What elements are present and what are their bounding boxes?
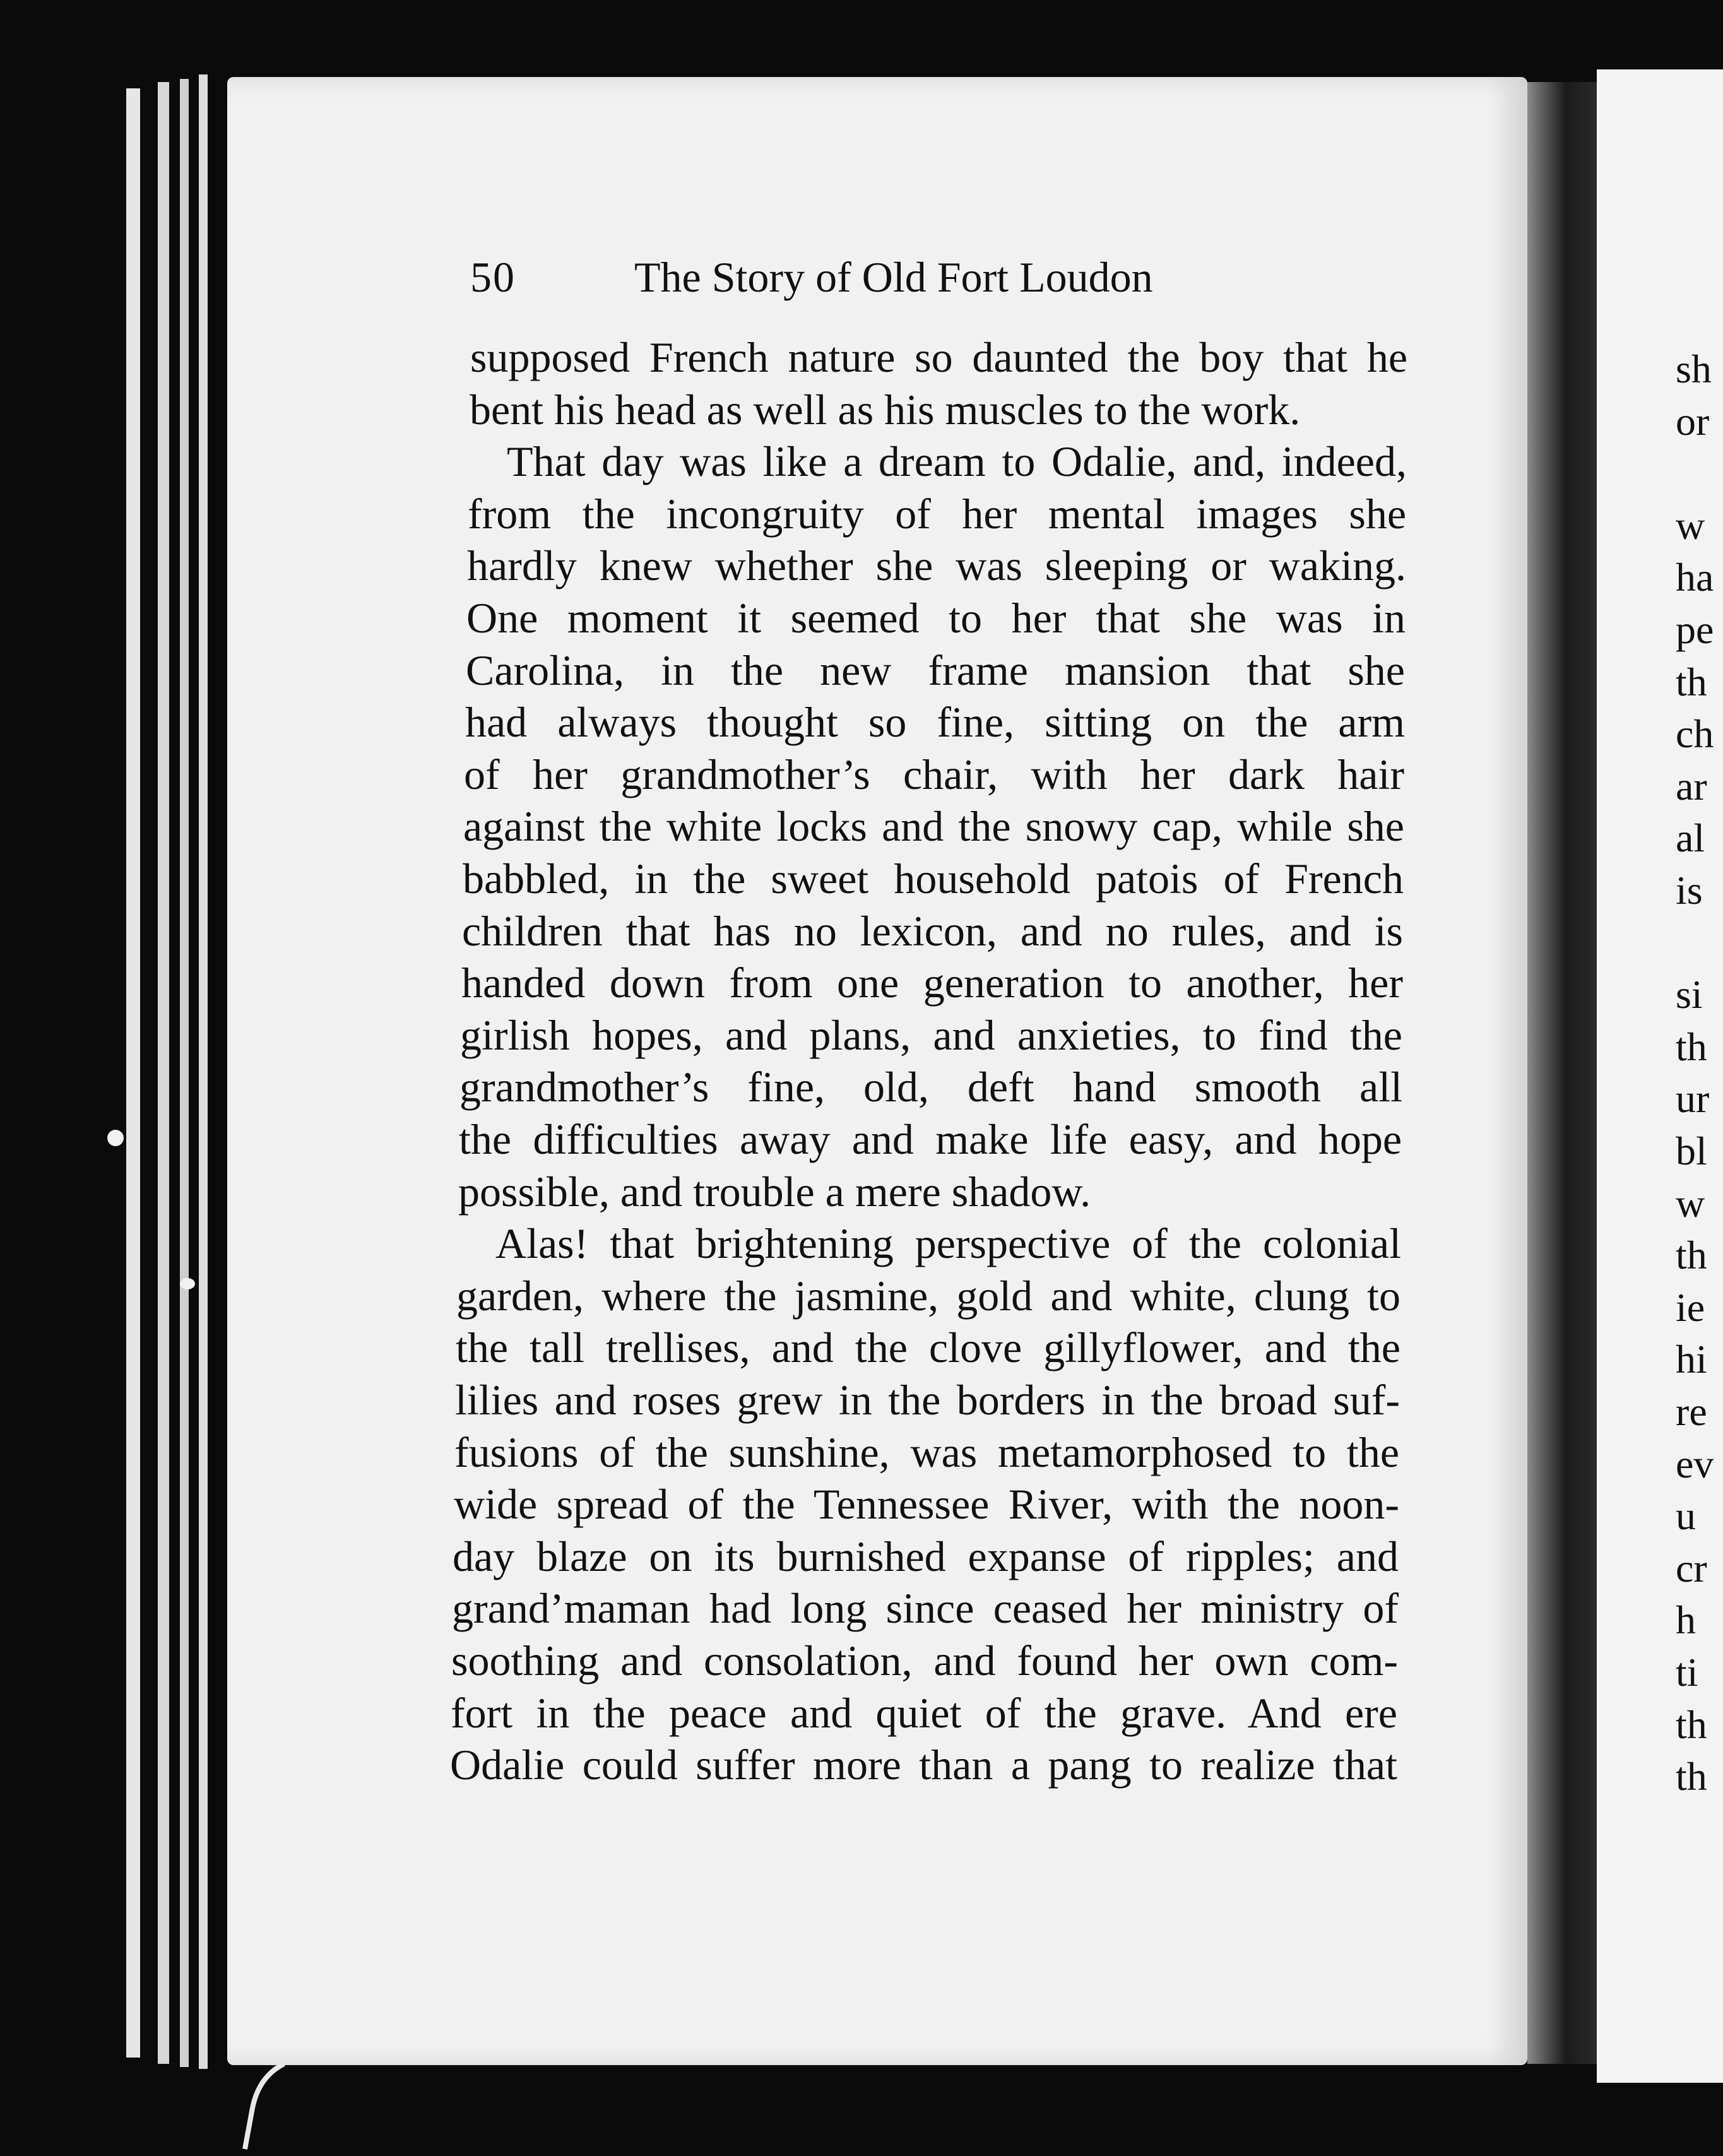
- page-edge: [158, 82, 169, 2064]
- scan-artifact: [107, 1130, 124, 1146]
- text-line: grandmother’s fine, old, deft hand smooth all: [459, 1063, 1402, 1111]
- facing-text-fragment: bl: [1676, 1128, 1707, 1173]
- text-line: babbled, in the sweet household patois of French: [463, 855, 1404, 903]
- text-line: garden, where the jasmine, gold and white, clung to: [456, 1272, 1400, 1320]
- text-line: day blaze on its burnished expanse of ripples; and: [453, 1532, 1399, 1580]
- page-edge: [180, 79, 189, 2067]
- text-line: against the white locks and the snowy cap, while she: [463, 802, 1404, 850]
- facing-text-fragment: or: [1676, 399, 1710, 444]
- text-line: children that has no lexicon, and no rules, and is: [462, 907, 1403, 955]
- text-line: handed down from one generation to another, her: [461, 959, 1403, 1007]
- text-line: Carolina, in the new frame mansion that she: [466, 646, 1405, 694]
- text-line: of her grandmother’s chair, with her dark hair: [464, 750, 1404, 798]
- text-line: That day was like a dream to Odalie, and, indeed,: [507, 437, 1407, 485]
- text-line: Odalie could suffer more than a pang to realize that: [450, 1741, 1397, 1789]
- facing-text-fragment: th: [1676, 1233, 1707, 1277]
- facing-text-fragment: ch: [1676, 711, 1714, 756]
- page-number: 50: [470, 253, 516, 301]
- text-line: supposed French nature so daunted the boy that he: [470, 333, 1407, 381]
- page-edge: [126, 88, 140, 2058]
- text-line: from the incongruity of her mental images she: [468, 490, 1406, 538]
- facing-text-fragment: ev: [1676, 1442, 1714, 1486]
- text-line: Alas! that brightening perspective of the colonial: [495, 1219, 1401, 1267]
- text-line: the difficulties away and make life easy, and hope: [459, 1115, 1402, 1163]
- facing-text-fragment: ti: [1676, 1650, 1698, 1695]
- page-edge: [199, 74, 208, 2069]
- scan-artifact: [234, 2058, 309, 2152]
- text-line: One moment it seemed to her that she was in: [466, 594, 1406, 642]
- facing-text-fragment: si: [1676, 972, 1703, 1017]
- facing-text-fragment: th: [1676, 1024, 1707, 1069]
- facing-text-fragment: cr: [1676, 1546, 1707, 1590]
- facing-text-fragment: w: [1676, 503, 1705, 548]
- text-line: fort in the peace and quiet of the grave. And ere: [451, 1689, 1397, 1737]
- text-line: grand’maman had long since ceased her ministry of: [452, 1584, 1399, 1632]
- text-line: had always thought so fine, sitting on the arm: [465, 698, 1405, 746]
- facing-text-fragment: th: [1676, 1702, 1707, 1747]
- text-line: bent his head as well as his muscles to the work.: [470, 386, 1301, 434]
- running-title: The Story of Old Fort Loudon: [634, 253, 1153, 301]
- facing-text-fragment: th: [1676, 660, 1707, 704]
- facing-text-fragment: re: [1676, 1389, 1707, 1434]
- text-line: possible, and trouble a mere shadow.: [458, 1168, 1091, 1216]
- text-line: hardly knew whether she was sleeping or waking.: [467, 542, 1406, 589]
- facing-text-fragment: al: [1676, 815, 1705, 860]
- scan-artifact: [180, 1278, 195, 1289]
- facing-text-fragment: pe: [1676, 607, 1714, 652]
- text-line: the tall trellises, and the clove gillyflower, and the: [456, 1324, 1400, 1371]
- facing-text-fragment: ha: [1676, 555, 1714, 600]
- text-line: soothing and consolation, and found her own com-: [451, 1637, 1398, 1685]
- facing-text-fragment: w: [1676, 1181, 1705, 1226]
- facing-text-fragment: u: [1676, 1493, 1696, 1538]
- facing-text-fragment: is: [1676, 868, 1703, 913]
- text-line: fusions of the sunshine, was metamorphosed to the: [454, 1428, 1399, 1476]
- facing-text-fragment: hi: [1676, 1337, 1707, 1382]
- facing-text-fragment: ur: [1676, 1076, 1710, 1121]
- facing-text-fragment: h: [1676, 1597, 1696, 1642]
- facing-text-fragment: sh: [1676, 346, 1712, 391]
- text-line: lilies and roses grew in the borders in the broad suf-: [455, 1376, 1400, 1424]
- facing-text-fragment: ar: [1676, 764, 1707, 808]
- facing-text-fragment: th: [1676, 1754, 1707, 1799]
- text-line: wide spread of the Tennessee River, with the noon-: [454, 1480, 1399, 1528]
- facing-text-fragment: ie: [1676, 1285, 1705, 1330]
- page-header: [470, 240, 1259, 316]
- book-gutter: [1527, 82, 1597, 2064]
- text-line: girlish hopes, and plans, and anxieties, to find the: [460, 1011, 1402, 1059]
